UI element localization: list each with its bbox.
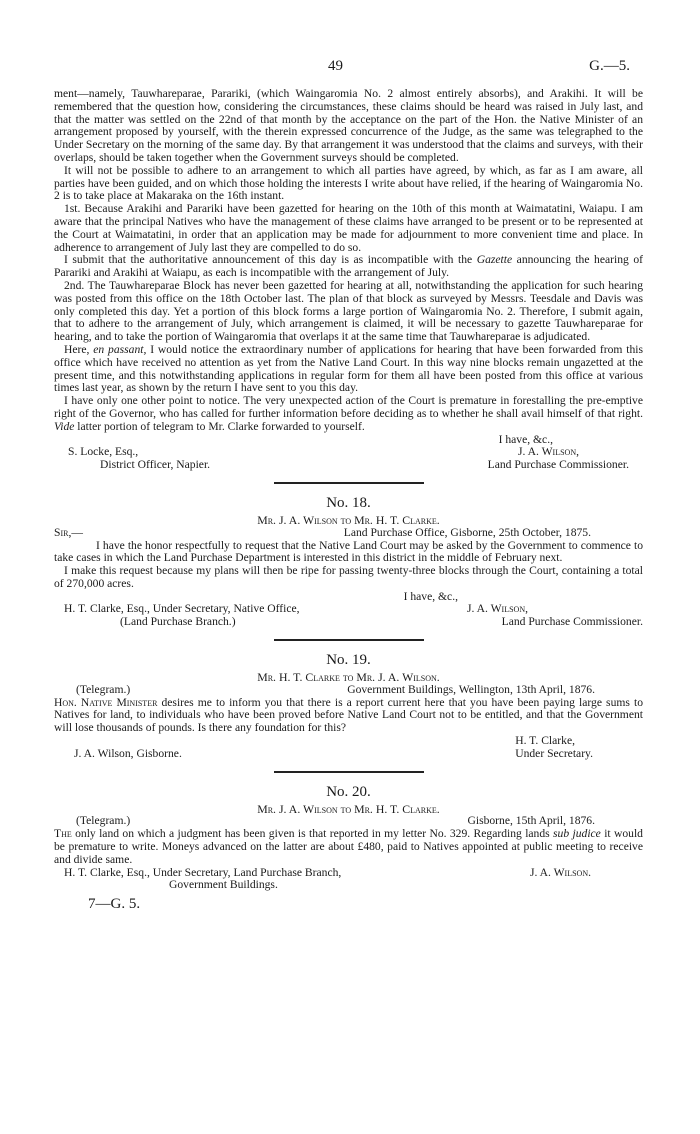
paragraph-text: I submit that the authoritative announcement of this day is as incompatible with the (64, 253, 477, 267)
closing: I have, &c., (403, 589, 458, 603)
section-divider (274, 771, 424, 773)
lead-text: Hon. Native Minister (54, 695, 158, 709)
signer-title: Under Secretary. (515, 746, 593, 760)
paragraph: 2nd. The Tauwhareparae Block has never been gazetted for hearing at all, notwithstanding the application for such hearing was posted from this office on the 18th October last. The plan of that block as surveyed by Messrs. Teesdale and Davis was only completed this day. Yet a portion of this block forms a large portion of Waingaromia No. 2. Therefore, I submit again, that to adhere to the arrangement of July, which arrangement is claimed, it will be necessary to gazette Tauwhareparae for hearing, and to take the portion of Waingaromia that overlaps it at the same time that Tauwhareparae is adjudicated. (54, 278, 643, 344)
signer-name-text: J. A. Wilson, (517, 445, 579, 459)
signature-block (54, 459, 643, 472)
italic-text: sub judice (553, 827, 601, 841)
closing: I have, &c., (498, 432, 553, 446)
addressee-office: District Officer, Napier. (100, 458, 211, 472)
paragraph-text: I would notice the extraordinary number of applications for hearing that have been forwarded from this office which have received no attention as yet from the Native Land Court. In this way nine blocks remain ungazetted at the present time, and this notwithstanding applications in regular form for them all have been posted from this office at various times last year, as shown by the return I have sent to you this day. (54, 342, 643, 395)
letter-number: No. 19. (326, 652, 371, 669)
paragraph-text: latter portion of telegram to Mr. Clarke forwarded to yourself. (74, 419, 365, 433)
paragraph: I have the honor respectfully to request that the Native Land Court may be asked by the Government to commence to take cases in which the Land Purchase Department is interested in this district in the middle of February next. (54, 538, 643, 565)
addressee-office: (Land Purchase Branch.) (120, 615, 236, 629)
paragraph-text: announcing the hearing of Parariki and Arakihi at Waiapu, as each is incompatible with the arrangement of July. (54, 253, 643, 280)
paragraph-text: desires me to inform you that there is a report current here that you have been paying large sums to Natives for land, to individuals who have been proved before Native Land Court not to be entitled, and that the Government will lose thousands of pounds. Is there any foundation for this? (54, 695, 643, 735)
paragraph-text: Here, (64, 342, 94, 356)
addressee: H. T. Clarke, Esq., Under Secretary, Native Office, (64, 602, 300, 616)
addressee: J. A. Wilson, Gisborne. (74, 746, 182, 760)
paragraph-text: I have only one other point to notice. The very unexpected action of the Court is premature in forestalling the pre-emptive right of the Governor, who has called for further information before deciding as to whether he shall avail himself of that right. (54, 394, 643, 420)
letter-number: No. 18. (326, 494, 371, 511)
place-date: Government Buildings, Wellington, 13th April, 1876. (347, 682, 595, 696)
signer-name-text: J. A. Wilson, (466, 602, 528, 616)
addressee: S. Locke, Esq., (68, 445, 139, 459)
paragraph (54, 828, 643, 866)
signer-name (54, 735, 643, 748)
letter-head-row (54, 527, 643, 540)
document-reference: G.—5. (589, 58, 630, 74)
signer-name (530, 867, 643, 880)
section-divider (274, 639, 424, 641)
letter-from-to: Mr. J. A. Wilson to Mr. H. T. Clarke. (257, 801, 440, 816)
place-date: Gisborne, 15th April, 1876. (467, 814, 595, 828)
addressee-office: Government Buildings. (169, 878, 278, 892)
italic-text: en passant, (93, 342, 147, 356)
letter-from-to: Mr. H. T. Clarke to Mr. J. A. Wilson. (257, 670, 440, 685)
paragraph: 1st. Because Arakihi and Parariki have been gazetted for hearing on the 10th of this month at Waimatatini, Waiapu. I am aware that the principal Natives who have the management of these claims have arranged to be present or to be represented at the Court at Waimatatini, in order that an application may be made for adjournment to more convenient time and place. In adherence to arrangement of July last they are compelled to do so. (54, 202, 643, 254)
paragraph (54, 395, 643, 433)
letter-from-to: Mr. J. A. Wilson to Mr. H. T. Clarke. (257, 512, 440, 527)
signature-mark: 7—G. 5. (88, 896, 141, 913)
paragraph: ment—namely, Tauwhareparae, Parariki, (which Waingaromia No. 2 almost entirely absorbs), and Arakihi. It will be remembered that the question how, considering the circumstances, these claims should be heard was raised in July last, and that the matter was settled on the 22nd of that month by the acceptance on the part of the Hon. the Native Minister of an arrangement proposed by yourself, with the therein expressed concurrence of the Judge, as the same was telegraphed to the Under Secretary on the morning of the same day. By that arrangement it was understood that the claims and surveys, with their overlaps, should be taken together when the Government surveys should be completed. (54, 87, 643, 164)
page-number: 49 (328, 58, 343, 74)
signer-title: Land Purchase Commissioner. (501, 615, 643, 629)
paragraph (54, 344, 643, 395)
place-date: Land Purchase Office, Gisborne, 25th October, 1875. (343, 525, 591, 539)
italic-text: Gazette (476, 253, 513, 267)
section-divider (274, 482, 424, 484)
message-type: (Telegram.) (76, 814, 131, 828)
page-body (54, 88, 643, 926)
paragraph-text: it would be premature to write. Moneys advanced on the latter are about £480, paid to Natives appointed at public meeting to receive and divide same. (54, 827, 643, 866)
letter-number: No. 20. (326, 783, 371, 800)
signature-block (54, 867, 643, 880)
signer-name-text: H. T. Clarke, (515, 734, 575, 748)
signature-block (54, 748, 643, 761)
message-type: (Telegram.) (76, 682, 131, 696)
lead-text: The (54, 827, 72, 841)
signature-block (54, 616, 643, 629)
paragraph (54, 254, 643, 280)
signer-name-text: J. A. Wilson. (529, 865, 591, 879)
paragraph: It will not be possible to adhere to an arrangement to which all parties have agreed, by which, as far as I am aware, all parties have been guided, and on which those holding the interests I write about have relied, if the hearing of Waingaromia No. 2 is to take place at Makaraka on the 16th instant. (54, 163, 643, 203)
salutation: Sir,— (54, 525, 83, 539)
paragraph: I make this request because my plans will then be ripe for passing twenty-three blocks through the Court, containing a total of 270,000 acres. (54, 564, 643, 590)
page-header (0, 58, 700, 76)
addressee: H. T. Clarke, Esq., Under Secretary, Land Purchase Branch, (64, 865, 342, 879)
signer-title: Land Purchase Commissioner. (487, 458, 629, 472)
italic-text: Vide (54, 419, 75, 433)
paragraph-text: only land on which a judgment has been given is that reported in my letter No. 329. Regarding lands (71, 827, 554, 841)
paragraph (54, 697, 643, 735)
